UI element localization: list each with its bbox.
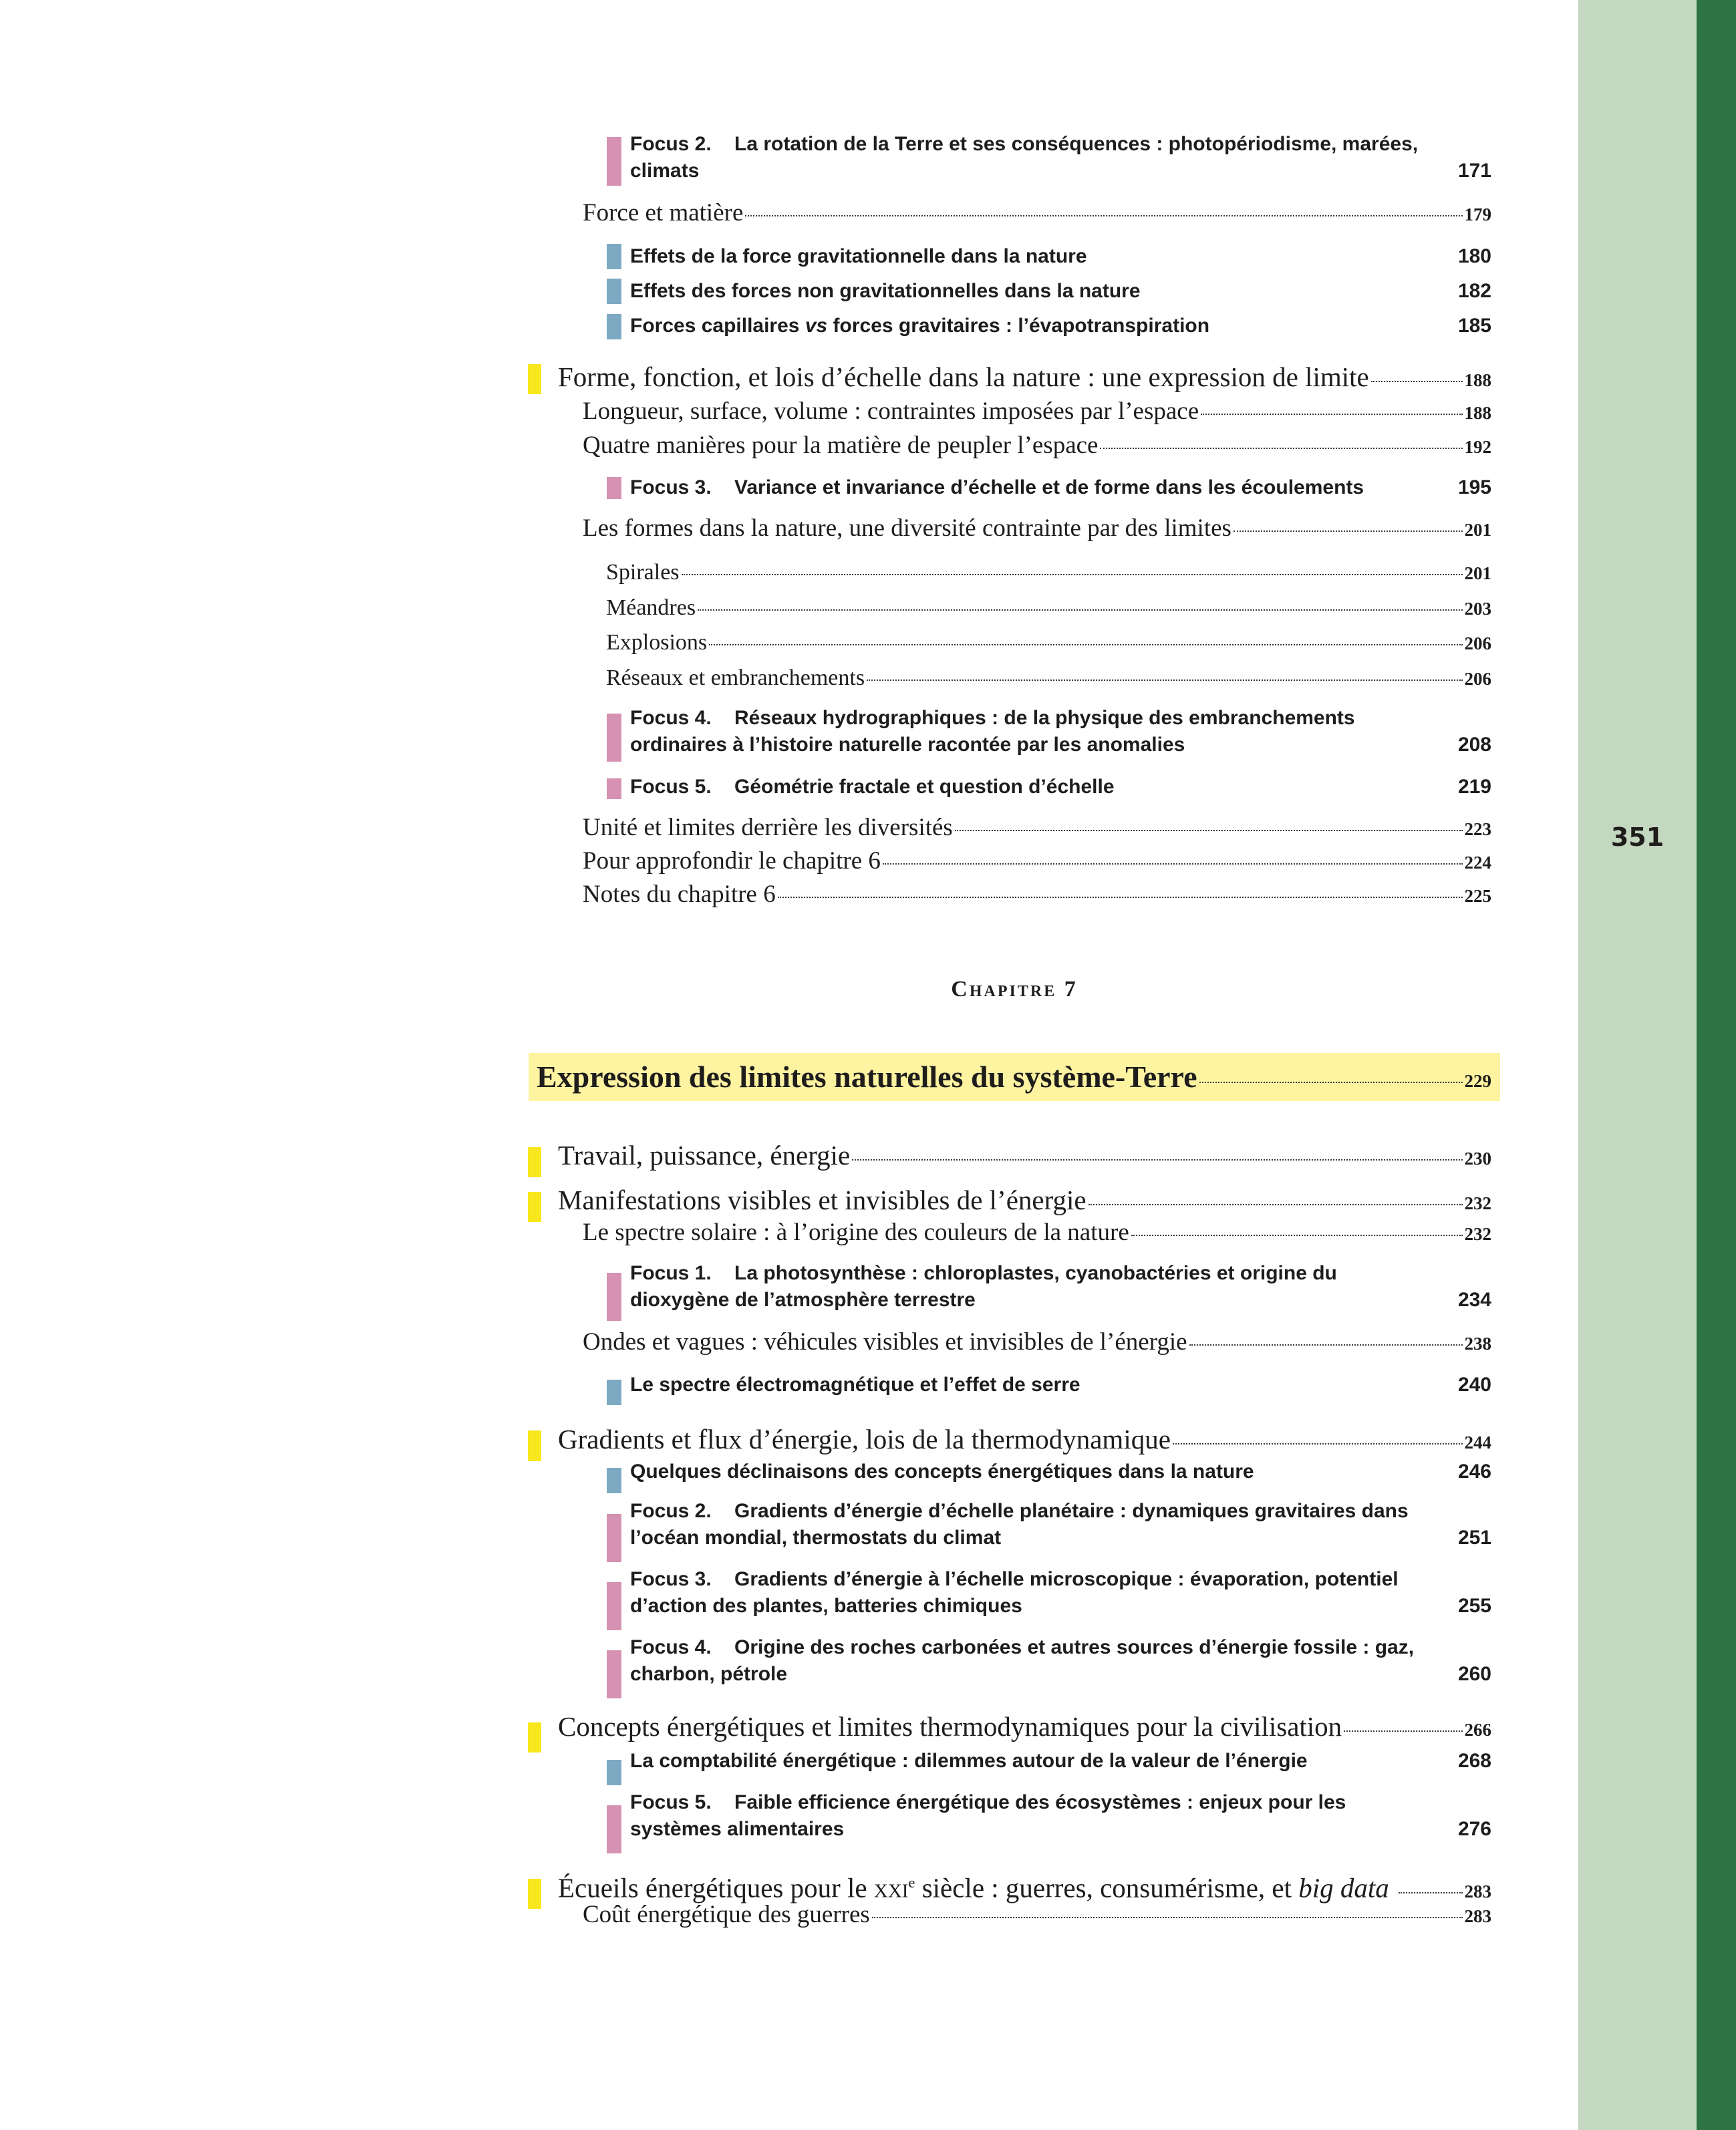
toc-entry[interactable] <box>583 846 1491 878</box>
page-ref: 283 <box>1464 1881 1491 1901</box>
page-ref: 268 <box>1457 1750 1491 1772</box>
focus-marker <box>607 1582 621 1630</box>
chapter-title-row <box>537 1060 1491 1098</box>
toc-entry[interactable] <box>583 513 1491 545</box>
page-ref: 201 <box>1464 520 1491 540</box>
entry-label: Méandres <box>606 595 696 620</box>
entry-label <box>558 1866 1389 1905</box>
box-marker <box>607 279 621 304</box>
leader-dots <box>1089 1204 1463 1205</box>
toc-box-entry[interactable] <box>630 278 1491 305</box>
focus-number: Focus 2. <box>630 1500 712 1522</box>
page-ref: 230 <box>1464 1149 1491 1169</box>
toc-subentry[interactable] <box>606 558 1491 588</box>
entry-label: Quelques déclinaisons des concepts énergétiques dans la nature <box>630 1461 1254 1483</box>
page-ref: 224 <box>1464 853 1491 873</box>
focus-number: Focus 3. <box>630 1568 712 1590</box>
page-ref: 240 <box>1457 1374 1491 1396</box>
focus-title-line: Réseaux hydrographiques : de la physique des embranchements <box>734 707 1355 729</box>
leader-dots <box>709 644 1462 645</box>
leader-dots <box>778 897 1463 898</box>
entry-label: Effets de la force gravitationnelle dans la nature <box>630 245 1087 267</box>
entry-label: Forme, fonction, et lois d’échelle dans la nature : une expression de limite <box>558 361 1369 392</box>
page-ref: 255 <box>1457 1595 1491 1617</box>
focus-title-line: La rotation de la Terre et ses conséquences : photopériodisme, marées, <box>734 133 1419 155</box>
page-ref: 182 <box>1457 280 1491 302</box>
entry-label: Unité et limites derrière les diversités <box>583 814 953 841</box>
toc-focus-entry[interactable] <box>630 131 1491 184</box>
box-marker <box>607 1760 621 1785</box>
entry-label: Effets des forces non gravitationnelles dans la nature <box>630 280 1141 302</box>
section-marker <box>528 364 541 394</box>
century-numeral: xxi <box>873 1872 909 1904</box>
page-ref: 201 <box>1464 563 1491 583</box>
toc-entry[interactable] <box>583 430 1491 462</box>
leader-dots <box>867 679 1462 681</box>
focus-title-line: Gradients d’énergie d’échelle planétaire : dynamiques gravitaires dans <box>734 1500 1409 1522</box>
leader-dots <box>1100 448 1462 449</box>
entry-label: Concepts énergétiques et limites thermodynamiques pour la civilisation <box>558 1711 1342 1742</box>
page-ref: 232 <box>1464 1224 1491 1244</box>
page-ref: 192 <box>1464 437 1491 457</box>
page-ref: 232 <box>1464 1193 1491 1213</box>
box-marker <box>607 314 621 339</box>
box-marker <box>607 1380 621 1405</box>
entry-label: Travail, puissance, énergie <box>558 1140 851 1171</box>
focus-title-line: Géométrie fractale et question d’échelle <box>734 776 1115 798</box>
toc-subentry[interactable] <box>606 593 1491 623</box>
entry-label: Réseaux et embranchements <box>606 665 865 690</box>
entry-label: Longueur, surface, volume : contraintes imposées par l’espace <box>583 398 1199 425</box>
toc-entry[interactable] <box>583 198 1491 230</box>
leader-dots <box>1189 1344 1463 1346</box>
leader-dots <box>745 215 1462 216</box>
entry-label: Notes du chapitre 6 <box>583 881 776 908</box>
page-ref: 246 <box>1457 1461 1491 1483</box>
focus-number: Focus 4. <box>630 1636 712 1658</box>
leader-dots <box>872 1917 1463 1918</box>
entry-label: Gradients et flux d’énergie, lois de la thermodynamique <box>558 1424 1171 1455</box>
page-ref: 244 <box>1464 1432 1491 1453</box>
page-ref: 171 <box>1457 160 1491 182</box>
entry-label-italic: big data <box>1298 1872 1389 1904</box>
focus-title-line: dioxygène de l’atmosphère terrestre <box>630 1289 976 1311</box>
toc-focus-entry[interactable] <box>630 1260 1491 1314</box>
focus-number: Focus 1. <box>630 1262 712 1284</box>
toc-subentry[interactable] <box>606 628 1491 658</box>
page-ref: 219 <box>1457 776 1491 798</box>
focus-title-line: systèmes alimentaires <box>630 1818 845 1840</box>
focus-number: Focus 3. <box>630 476 712 498</box>
toc-box-entry[interactable] <box>630 1748 1491 1775</box>
focus-marker <box>607 1273 621 1321</box>
page-ref: 266 <box>1464 1720 1491 1740</box>
toc-entry[interactable] <box>583 1327 1491 1359</box>
toc-entry[interactable] <box>583 879 1491 911</box>
entry-label: Le spectre solaire : à l’origine des couleurs de la nature <box>583 1219 1129 1246</box>
focus-marker <box>607 477 621 499</box>
entry-label: Quatre manières pour la matière de peupler l’espace <box>583 432 1099 459</box>
focus-title-line: Origine des roches carbonées et autres sources d’énergie fossile : gaz, <box>734 1636 1415 1658</box>
side-band-light <box>1578 0 1697 2130</box>
toc-section[interactable] <box>558 1422 1491 1459</box>
toc-subentry[interactable] <box>606 663 1491 694</box>
section-marker <box>528 1879 541 1909</box>
leader-dots <box>955 830 1463 831</box>
focus-marker <box>607 714 621 762</box>
section-marker <box>528 1147 541 1177</box>
toc-box-entry[interactable] <box>630 243 1491 270</box>
page-ref: 208 <box>1457 734 1491 756</box>
entry-label-part: Écueils énergétiques pour le <box>558 1872 874 1904</box>
section-marker <box>528 1192 541 1222</box>
toc-focus-entry[interactable] <box>630 1566 1491 1620</box>
page-ref: 188 <box>1464 370 1491 390</box>
toc-box-entry[interactable] <box>630 1459 1491 1485</box>
toc-focus-entry[interactable] <box>630 474 1491 501</box>
leader-dots <box>1371 381 1463 382</box>
chapter-title-box[interactable] <box>529 1053 1500 1101</box>
focus-marker <box>607 1805 621 1853</box>
focus-title-line: d’action des plantes, batteries chimiques <box>630 1595 1022 1617</box>
leader-dots <box>1131 1235 1463 1236</box>
focus-title-line: ordinaires à l’histoire naturelle racontée par les anomalies <box>630 734 1185 756</box>
toc-section[interactable] <box>558 360 1491 397</box>
page-ref: 260 <box>1457 1663 1491 1685</box>
page-ref: 251 <box>1457 1527 1491 1549</box>
toc-entry[interactable] <box>583 396 1491 428</box>
toc-box-entry[interactable] <box>630 313 1491 339</box>
toc-focus-entry[interactable] <box>630 705 1491 758</box>
chapter-label: Chapitre 7 <box>951 977 1078 1002</box>
box-marker <box>607 1468 621 1493</box>
focus-title-line: Faible efficience énergétique des écosystèmes : enjeux pour les <box>734 1791 1346 1813</box>
focus-number: Focus 4. <box>630 707 712 729</box>
toc-focus-entry[interactable] <box>630 1634 1491 1688</box>
page-ref: 185 <box>1457 315 1491 337</box>
entry-label: Les formes dans la nature, une diversité contrainte par des limites <box>583 514 1232 542</box>
page-ref: 188 <box>1464 403 1491 423</box>
focus-marker <box>607 1514 621 1562</box>
page-ref: 276 <box>1457 1818 1491 1840</box>
page-ref: 234 <box>1457 1289 1491 1311</box>
focus-title-line: climats <box>630 160 700 182</box>
entry-label: Coût énergétique des guerres <box>583 1901 870 1928</box>
chapter-title: Expression des limites naturelles du système-Terre <box>537 1060 1197 1094</box>
focus-title-line: Gradients d’énergie à l’échelle microscopique : évaporation, potentiel <box>734 1568 1399 1590</box>
leader-dots <box>682 574 1463 575</box>
superscript: e <box>908 1874 915 1891</box>
leader-dots <box>1399 1892 1463 1893</box>
page-ref: 206 <box>1464 669 1491 689</box>
page-ref: 195 <box>1457 476 1491 498</box>
toc-entry[interactable] <box>583 1217 1491 1249</box>
entry-label-part: siècle : guerres, consumérisme, et <box>915 1872 1299 1904</box>
leader-dots <box>852 1159 1462 1161</box>
entry-label: Pour approfondir le chapitre 6 <box>583 847 881 875</box>
focus-title-line: charbon, pétrole <box>630 1663 788 1685</box>
page-ref: 229 <box>1464 1071 1491 1091</box>
toc-focus-entry[interactable] <box>630 1498 1491 1551</box>
entry-label: Le spectre électromagnétique et l’effet de serre <box>630 1374 1080 1396</box>
entry-label: Explosions <box>606 630 708 655</box>
focus-number: Focus 5. <box>630 776 712 798</box>
leader-dots <box>1344 1730 1462 1732</box>
leader-dots <box>1199 1082 1463 1083</box>
side-band-dark <box>1697 0 1736 2130</box>
page-ref: 180 <box>1457 245 1491 267</box>
toc-entry[interactable] <box>583 1899 1491 1932</box>
focus-number: Focus 2. <box>630 133 712 155</box>
page-ref: 206 <box>1464 633 1491 653</box>
toc-box-entry[interactable] <box>630 1372 1491 1398</box>
page-number: 351 <box>1610 822 1665 852</box>
entry-label: Manifestations visibles et invisibles de l’énergie <box>558 1185 1087 1215</box>
page-ref: 283 <box>1464 1906 1491 1926</box>
leader-dots <box>1173 1443 1463 1444</box>
entry-label: Spirales <box>606 560 680 585</box>
entry-label-italic: vs <box>805 315 828 337</box>
section-marker <box>528 1722 541 1753</box>
page-ref: 238 <box>1464 1334 1491 1354</box>
page-ref: 223 <box>1464 819 1491 839</box>
box-marker <box>607 244 621 269</box>
focus-marker <box>607 137 621 186</box>
page-ref: 203 <box>1464 599 1491 619</box>
leader-dots <box>698 609 1462 611</box>
page-ref: 179 <box>1464 204 1491 224</box>
focus-title-line: l’océan mondial, thermostats du climat <box>630 1527 1002 1549</box>
toc-entry[interactable] <box>583 812 1491 845</box>
leader-dots <box>1234 530 1463 532</box>
focus-number: Focus 5. <box>630 1791 712 1813</box>
toc-section[interactable] <box>558 1710 1491 1746</box>
focus-marker <box>607 778 621 799</box>
section-marker <box>528 1430 541 1461</box>
entry-label: Forces capillaires <box>630 315 805 337</box>
entry-label: Force et matière <box>583 199 744 226</box>
toc-focus-entry[interactable] <box>630 1789 1491 1843</box>
leader-dots <box>883 863 1463 865</box>
page-ref: 225 <box>1464 886 1491 906</box>
focus-marker <box>607 1650 621 1698</box>
entry-label: Ondes et vagues : véhicules visibles et invisibles de l’énergie <box>583 1328 1187 1356</box>
leader-dots <box>1201 414 1462 415</box>
entry-label: forces gravitaires : l’évapotranspiration <box>827 315 1210 337</box>
entry-label: La comptabilité énergétique : dilemmes autour de la valeur de l’énergie <box>630 1750 1308 1772</box>
focus-title-line: La photosynthèse : chloroplastes, cyanobactéries et origine du <box>734 1262 1337 1284</box>
toc-section[interactable] <box>558 1183 1491 1220</box>
toc-section[interactable] <box>558 1138 1491 1175</box>
focus-title-line: Variance et invariance d’échelle et de forme dans les écoulements <box>734 476 1364 498</box>
toc-focus-entry[interactable] <box>630 774 1491 800</box>
